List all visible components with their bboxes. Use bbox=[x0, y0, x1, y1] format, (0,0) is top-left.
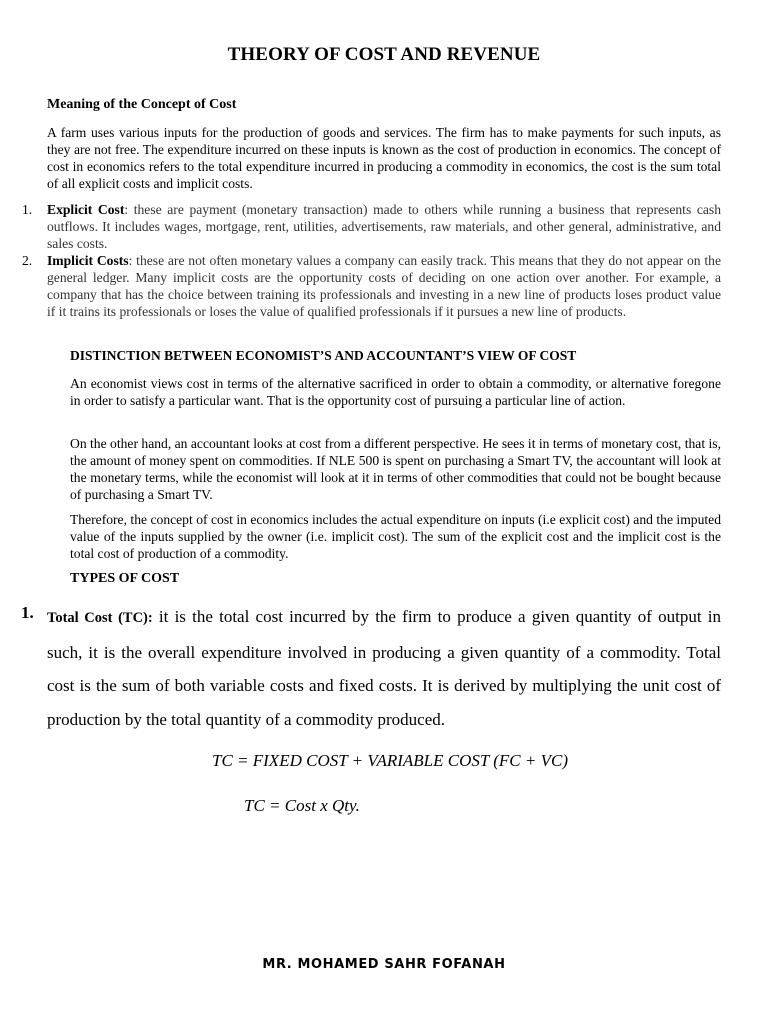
distinction-paragraph-3: Therefore, the concept of cost in economics includes the actual expenditure on inputs (i.e explicit cost) and the imputed value of the inputs supplied by the owner (i.e. implicit cost). The sum of the explicit cost and the implicit cost is the total cost of production of a commodity. bbox=[70, 512, 721, 561]
meaning-paragraph: A farm uses various inputs for the production of goods and services. The firm has to make payments for such inputs, as they are not free. The expenditure incurred on these inputs is known as the cost of production in economics. The concept of cost in economics refers to the total expenditure incurred in producing a commodity in economics, the cost is the sum total of all explicit costs and implicit costs. bbox=[47, 125, 721, 191]
term-total-cost: Total Cost (TC): bbox=[47, 610, 153, 626]
types-of-cost-heading: TYPES OF COST bbox=[70, 571, 180, 586]
distinction-paragraph-1: An economist views cost in terms of the alternative sacrificed in order to obtain a commodity, or alternative foregone in order to satisfy a particular want. That is the opportunity cost of pursuing a particular line of action. bbox=[70, 376, 721, 408]
page-title: THEORY OF COST AND REVENUE bbox=[227, 44, 541, 65]
formula-total-cost-fc-vc: TC = FIXED COST + VARIABLE COST (FC + VC) bbox=[212, 751, 569, 770]
total-cost-text bbox=[47, 600, 721, 736]
formula-total-cost-qty: TC = Cost x Qty. bbox=[244, 796, 360, 815]
distinction-paragraph-2: On the other hand, an accountant looks at cost from a different perspective. He sees it in terms of monetary cost, that is, the amount of money spent on commodities. If NLE 500 is spent on purchasing a Smart TV, the accountant will look at the monetary terms, while the economist will look at it in terms of other commodities that could not be bought because of purchasing a Smart TV. bbox=[70, 436, 721, 502]
list-item-explicit-cost bbox=[22, 201, 721, 252]
definition-text: : these are payment (monetary transaction) made to others while running a business that represents cash outflows. It includes wages, mortgage, rent, utilities, advertisements, raw materials, and other general, administrative, and sales costs. bbox=[47, 202, 721, 251]
definition-text: : these are not often monetary values a company can easily track. This means that they do not appear on the general ledger. Many implicit costs are the opportunity costs of deciding on one action over another. For example, a company that has the choice between training its professionals and investing in a new line of products loses product value if it trains its professionals or loses the value of qualified professionals if it pursues a new line of products. bbox=[47, 253, 721, 319]
list-item-implicit-costs bbox=[22, 252, 721, 320]
total-cost-definition: it is the total cost incurred by the firm to produce a given quantity of output in such, it is the overall expenditure involved in producing a given quantity of a commodity. Total cost is the sum of both variable costs and fixed costs. It is derived by multiplying the unit cost of production by the total quantity of a commodity produced. bbox=[47, 607, 721, 729]
author-footer: MR. MOHAMED SAHR FOFANAH bbox=[262, 957, 506, 972]
list-number: 1. bbox=[21, 603, 34, 622]
term-explicit-cost: Explicit Cost bbox=[47, 202, 125, 217]
term-implicit-costs: Implicit Costs bbox=[47, 253, 129, 268]
list-number: 1. bbox=[22, 202, 33, 217]
list-number: 2. bbox=[22, 253, 33, 268]
distinction-heading: DISTINCTION BETWEEN ECONOMIST’S AND ACCOUNTANT’S VIEW OF COST bbox=[70, 348, 577, 363]
meaning-heading: Meaning of the Concept of Cost bbox=[47, 97, 237, 112]
